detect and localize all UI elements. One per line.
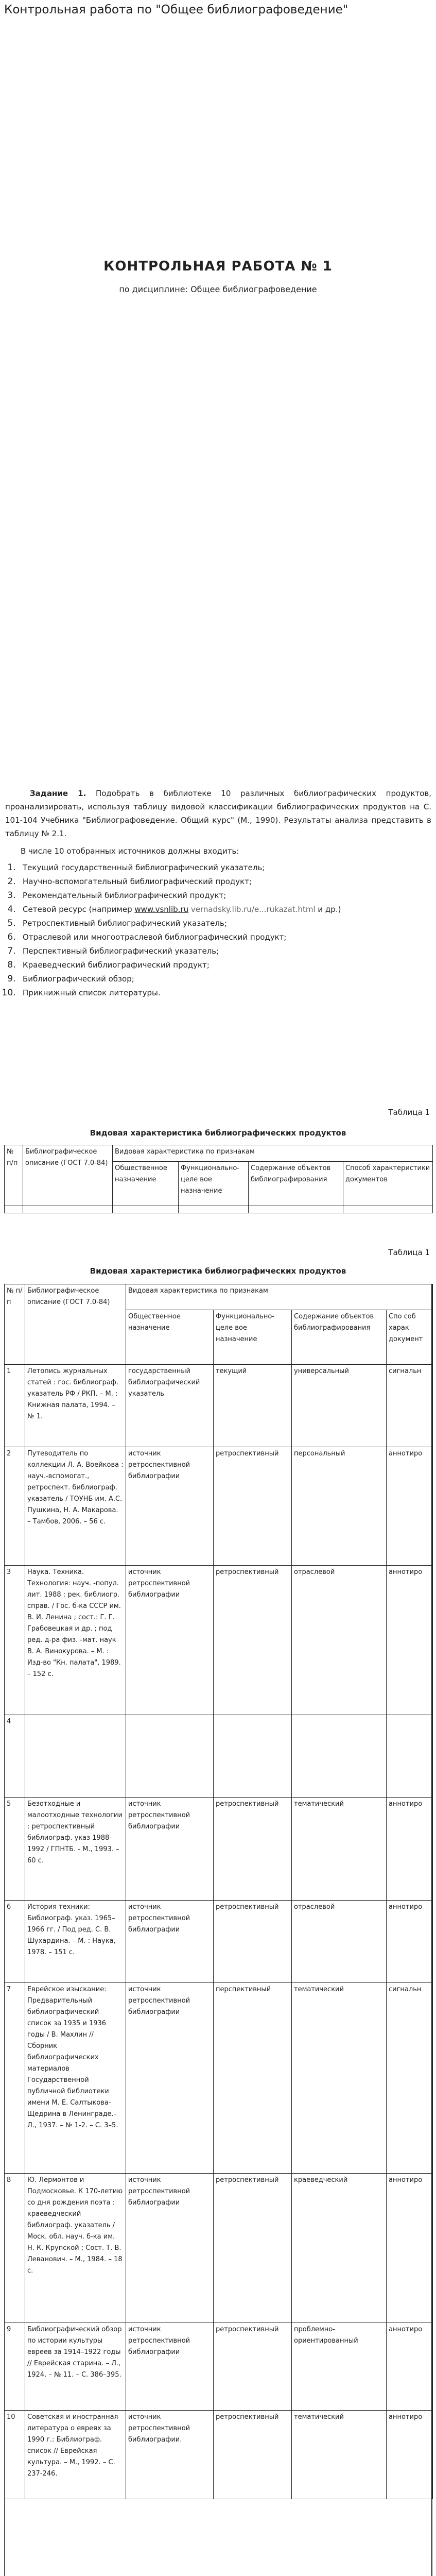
list-item: 9. Библиографический обзор;: [19, 972, 431, 986]
table-caption: Видовая характеристика библиографических продуктов: [90, 1128, 346, 1138]
table-caption: Видовая характеристика библиографических продуктов: [90, 1266, 346, 1276]
table-row: [5, 1447, 433, 1566]
cell-num: 10: [5, 2411, 25, 2499]
task-label: Задание 1.: [30, 789, 86, 798]
cell-desc: Безотходные и малоотходные технологии : ретроспективный библиограф. указ 1988-1992 / ГПНТБ. - М., 1993. – 60 с.: [25, 1798, 126, 1901]
cell-c3: персональный: [292, 1447, 387, 1566]
table-number: Таблица 1: [388, 1248, 430, 1257]
task-intro: В числе 10 отобранных источников должны входить:: [21, 846, 239, 856]
table-row: [5, 2323, 433, 2411]
header-c2: Функционально-целе вое назначение: [214, 1310, 292, 1365]
list-item: 6. Отраслевой или многоотраслевой библиографический продукт;: [19, 930, 431, 944]
list-item: [19, 903, 431, 917]
cover-subtitle: по дисциплине: Общее библиографоведение: [119, 284, 317, 294]
task-text: Подобрать в библиотеке 10 различных библиографических продуктов, проанализировать, используя таблицу видовой классификации библиографических продуктов на С. 101-104 Учебника "Библиографоведение. Общий курс" (М., 1990). Результаты анализа представить в таблицу № 2.1.: [5, 789, 431, 838]
list-item-end: и др.): [315, 905, 341, 914]
cell-c1: источник ретроспективной библиографии: [126, 1447, 214, 1566]
vernadsky-link[interactable]: vernadsky.lib.ru/e...rukazat.html: [190, 905, 316, 914]
cell-c4: аннотиро: [387, 1798, 433, 1901]
cell-num: 5: [5, 1798, 25, 1901]
table-row: [5, 1715, 433, 1798]
cell-c1: источник ретроспективной библиографии: [126, 1798, 214, 1901]
list-item: 1. Текущий государственный библиографический указатель;: [19, 861, 431, 875]
cover-title: КОНТРОЛЬНАЯ РАБОТА № 1: [103, 259, 333, 274]
empty-cell: [343, 1206, 433, 1213]
cell-c3: краеведческий: [292, 2174, 387, 2323]
cell-c2: ретроспективный: [214, 1566, 292, 1715]
empty-cell: [113, 1206, 179, 1213]
table-row: [5, 1983, 433, 2174]
cell-c4: аннотиро: [387, 2411, 433, 2499]
table-row: [5, 1365, 433, 1447]
header-c4: Способ характеристики документов: [343, 1162, 433, 1206]
list-item: 8. Краеведческий библиографический продукт;: [19, 958, 431, 972]
cell-c1: источник ретроспективной библиографии: [126, 1901, 214, 1983]
cell-c1: источник ретроспективной библиографии: [126, 2323, 214, 2411]
table-body: [5, 1365, 433, 2499]
cell-c4: сигнальн: [387, 1365, 433, 1447]
cell-c1: [126, 1715, 214, 1798]
cell-c2: ретроспективный: [214, 1901, 292, 1983]
document-title: Контрольная работа по "Общее библиографоведение": [4, 3, 348, 16]
cell-c4: аннотиро: [387, 1447, 433, 1566]
vsnlib-link[interactable]: www.vsnlib.ru: [134, 905, 189, 914]
cell-c2: ретроспективный: [214, 2323, 292, 2411]
list-item: 10. Прикнижный список литературы.: [19, 986, 431, 1000]
cell-c1: государственный библиографический указатель: [126, 1365, 214, 1447]
list-item: 3. Рекомендательный библиографический продукт;: [19, 889, 431, 903]
cell-c4: аннотиро: [387, 1566, 433, 1715]
cell-c2: текущий: [214, 1365, 292, 1447]
cell-num: 6: [5, 1901, 25, 1983]
cell-c2: ретроспективный: [214, 1447, 292, 1566]
header-num: № п/п: [5, 1284, 25, 1365]
cell-num: 8: [5, 2174, 25, 2323]
sources-list: [19, 861, 431, 1000]
cell-desc: История техники: Библиограф. указ. 1965–1966 гг. / Под ред. С. В. Шухардина. – М. : Наука, 1978. – 151 с.: [25, 1901, 126, 1983]
cell-c2: ретроспективный: [214, 2411, 292, 2499]
empty-classification-table: [4, 1145, 433, 1213]
header-c3: Содержание объектов библиографирования: [292, 1310, 387, 1365]
header-desc: Библиографическое описание (ГОСТ 7.0-84): [23, 1145, 113, 1206]
cell-c3: тематический: [292, 1983, 387, 2174]
list-item-text: Сетевой ресурс (например: [23, 905, 132, 914]
cell-c4: сигнальн: [387, 1983, 433, 2174]
empty-cell: [249, 1206, 343, 1213]
task-section: [5, 787, 431, 1000]
cell-c4: аннотиро: [387, 2174, 433, 2323]
cell-c2: [214, 1715, 292, 1798]
cell-c2: ретроспективный: [214, 1798, 292, 1901]
cell-c3: отраслевой: [292, 1566, 387, 1715]
cell-c1: источник ретроспективной библиографии: [126, 2174, 214, 2323]
table-row: [5, 1798, 433, 1901]
cell-c4: аннотиро: [387, 1901, 433, 1983]
cell-desc: Летопись журнальных статей : гос. библиограф. указатель РФ / РКП. – М. : Книжная палата, 1994. – № 1.: [25, 1365, 126, 1447]
header-desc: Библиографическое описание (ГОСТ 7.0-84): [25, 1284, 126, 1365]
classification-table: [4, 1284, 433, 2499]
cell-c1: источник ретроспективной библиографии: [126, 1983, 214, 2174]
cell-num: 2: [5, 1447, 25, 1566]
header-c1: Общественное назначение: [126, 1310, 214, 1365]
cell-num: 3: [5, 1566, 25, 1715]
cell-desc: Советская и иностранная литература о евреях за 1990 г.: Библиограф. список // Еврейская культура. – М., 1992. – С. 237-246.: [25, 2411, 126, 2499]
cell-num: 9: [5, 2323, 25, 2411]
cell-c3: тематический: [292, 1798, 387, 1901]
cell-c3: тематический: [292, 2411, 387, 2499]
cell-c3: отраслевой: [292, 1901, 387, 1983]
cell-c4: аннотиро: [387, 2323, 433, 2411]
table-row: [5, 1566, 433, 1715]
list-item: 7. Перспективный библиографический указатель;: [19, 944, 431, 958]
list-item: 5. Ретроспективный библиографический указатель;: [19, 917, 431, 930]
task-paragraph: [5, 787, 431, 840]
cell-c1: источник ретроспективной библиографии: [126, 1566, 214, 1715]
cell-desc: [25, 1715, 126, 1798]
table-row: [5, 2174, 433, 2323]
cell-desc: Наука. Техника. Технология: науч. -попул. лит. 1988 : рек. библиогр. справ. / Гос. б-ка СССР им. В. И. Ленина ; сост.: Г. Г. Грабовецкая и др. ; под ред. д-ра физ. -мат. наук В. А. Винокурова. – М. : Изд-во "Кн. палата", 1989. – 152 с.: [25, 1566, 126, 1715]
cell-c3: [292, 1715, 387, 1798]
cell-c4: [387, 1715, 433, 1798]
empty-cell: [179, 1206, 249, 1213]
cell-c2: перспективный: [214, 1983, 292, 2174]
cell-desc: Путеводитель по коллекции Л. А. Воейкова : науч.-вспомогат., ретроспект. библиограф. указатель / ТОУНБ им. А.С. Пушкина, Н. А. Макарова. – Тамбов, 2006. – 56 с.: [25, 1447, 126, 1566]
header-c1: Общественное назначение: [113, 1162, 179, 1206]
cell-num: 1: [5, 1365, 25, 1447]
empty-cell: [23, 1206, 113, 1213]
table-row: [5, 2411, 433, 2499]
cell-num: 4: [5, 1715, 25, 1798]
cell-c2: ретроспективный: [214, 2174, 292, 2323]
cell-desc: Библиографический обзор по истории культуры евреев за 1914–1922 годы // Еврейская старина. – Л., 1924. – № 11. – С. 386–395.: [25, 2323, 126, 2411]
header-group: Видовая характеристика по признакам: [113, 1145, 433, 1162]
empty-cell: [5, 1206, 23, 1213]
table-number: Таблица 1: [388, 1108, 430, 1117]
list-item: 2. Научно-вспомогательный библиографический продукт;: [19, 875, 431, 889]
cell-desc: Ю. Лермонтов и Подмосковье. К 170-летию со дня рождения поэта : краеведческий библиограф. указатель / Моск. обл. науч. б-ка им. Н. К. Крупской ; Сост. Т. В. Леванович. – М., 1984. – 18 с.: [25, 2174, 126, 2323]
cell-c3: проблемно-ориентированный: [292, 2323, 387, 2411]
cell-num: 7: [5, 1983, 25, 2174]
header-group: Видовая характеристика по признакам: [126, 1284, 433, 1310]
cell-desc: Еврейское изыскание: Предварительный библиографический список за 1935 и 1936 годы / В. Махлин // Сборник библиографических материалов Государственной публичной библиотеки имени М. Е. Салтыкова-Щедрина в Ленинграде.– Л., 1937. – № 1-2. – С. 3–5.: [25, 1983, 126, 2174]
cell-c1: источник ретроспективной библиографии.: [126, 2411, 214, 2499]
header-c2: Функционально-целе вое назначение: [179, 1162, 249, 1206]
cell-c3: универсальный: [292, 1365, 387, 1447]
header-c4: Спо соб харак документ: [387, 1310, 433, 1365]
table-row: [5, 1901, 433, 1983]
header-num: № п/п: [5, 1145, 23, 1206]
header-c3: Содержание объектов библиографирования: [249, 1162, 343, 1206]
